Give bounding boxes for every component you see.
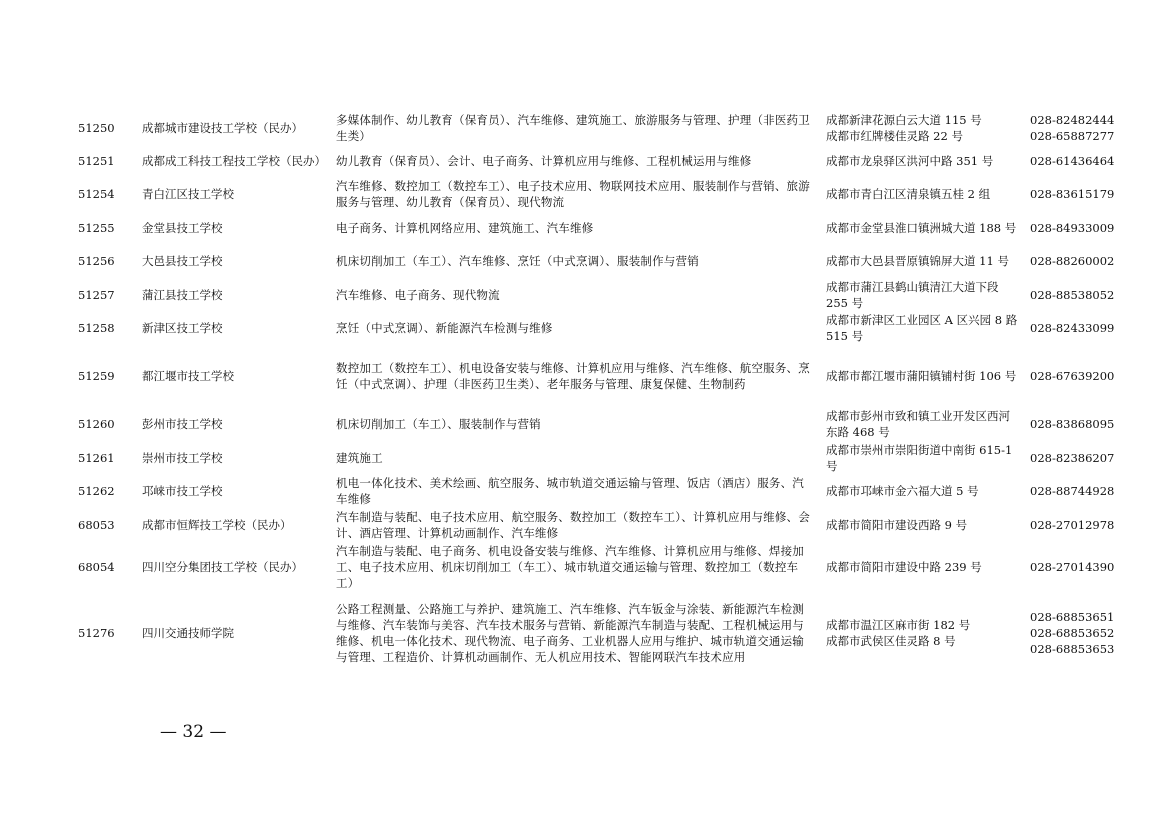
school-name: 彭州市技工学校 bbox=[142, 417, 223, 431]
table-row bbox=[0, 407, 1169, 441]
school-address: 成都市简阳市建设中路 239 号 bbox=[826, 560, 982, 574]
school-programs: 汽车维修、电子商务、现代物流 bbox=[336, 287, 500, 302]
school-code: 51259 bbox=[78, 369, 115, 383]
school-programs: 烹饪（中式烹调）、新能源汽车检测与维修 bbox=[336, 321, 553, 335]
school-phone: 028-84933009 bbox=[1030, 220, 1115, 235]
school-code: 51261 bbox=[78, 450, 115, 465]
school-code: 51254 bbox=[78, 187, 115, 201]
school-programs: 汽车制造与装配、电子商务、机电设备安装与维修、汽车维修、计算机应用与维修、焊接加工、电子技术应用、机床切削加工（车工）、城市轨道交通运输与管理、数控加工（数控车工） bbox=[336, 544, 804, 590]
school-address: 成都市新津区工业园区 A 区兴园 8 路 515 号 bbox=[826, 313, 1018, 343]
school-address: 成都市崇州市崇阳街道中南街 615-1 号 bbox=[826, 442, 1013, 473]
school-name: 四川交通技师学院 bbox=[142, 626, 234, 640]
school-phone: 028-82386207 bbox=[1030, 450, 1115, 465]
school-code: 51250 bbox=[78, 120, 115, 135]
school-phone: 028-88744928 bbox=[1030, 484, 1115, 498]
school-phone: 028-67639200 bbox=[1030, 369, 1115, 383]
school-name: 邛崃市技工学校 bbox=[142, 484, 223, 498]
table-row bbox=[0, 311, 1169, 345]
school-programs: 电子商务、计算机网络应用、建筑施工、汽车维修 bbox=[336, 220, 594, 235]
school-address: 成都市简阳市建设西路 9 号 bbox=[826, 517, 968, 532]
table-row bbox=[0, 593, 1169, 673]
school-phone: 028-27012978 bbox=[1030, 517, 1115, 532]
school-name: 都江堰市技工学校 bbox=[142, 369, 234, 383]
school-code: 68054 bbox=[78, 560, 115, 574]
school-name: 蒲江县技工学校 bbox=[142, 287, 223, 302]
school-programs: 机床切削加工（车工）、汽车维修、烹饪（中式烹调）、服装制作与营销 bbox=[336, 254, 699, 268]
school-address: 成都市龙泉驿区洪河中路 351 号 bbox=[826, 153, 994, 168]
table-row bbox=[0, 177, 1169, 211]
school-address: 成都新津花源白云大道 115 号 成都市红牌楼佳灵路 22 号 bbox=[826, 112, 982, 143]
school-programs: 建筑施工 bbox=[336, 450, 383, 465]
school-programs: 机电一体化技术、美术绘画、航空服务、城市轨道交通运输与管理、饭店（酒店）服务、汽车维修 bbox=[336, 476, 804, 506]
school-phone: 028-88538052 bbox=[1030, 287, 1115, 302]
school-address: 成都市邛崃市金六福大道 5 号 bbox=[826, 484, 979, 498]
table-row bbox=[0, 144, 1169, 177]
table-row bbox=[0, 111, 1169, 144]
table-row bbox=[0, 345, 1169, 407]
table-row bbox=[0, 508, 1169, 541]
school-address: 成都市大邑县晋原镇锦屏大道 11 号 bbox=[826, 254, 1009, 268]
school-address: 成都市彭州市致和镇工业开发区西河东路 468 号 bbox=[826, 409, 1010, 439]
school-code: 68053 bbox=[78, 517, 115, 532]
school-code: 51255 bbox=[78, 220, 115, 235]
school-code: 51257 bbox=[78, 287, 115, 302]
school-address: 成都市青白江区清泉镇五桂 2 组 bbox=[826, 187, 991, 201]
school-programs: 公路工程测量、公路施工与养护、建筑施工、汽车维修、汽车钣金与涂装、新能源汽车检测与维修、汽车装饰与美容、汽车技术服务与营销、新能源汽车制造与装配、工程机械运用与维修、机电一体化技术、现代物流、电子商务、工业机器人应用与维护、城市轨道交通运输与管理、工程造价、计算机动画制作、无人机应用技术、智能网联汽车技术应用 bbox=[336, 602, 804, 664]
school-name: 青白江区技工学校 bbox=[142, 187, 234, 201]
school-address: 成都市蒲江县鹤山镇清江大道下段 255 号 bbox=[826, 279, 999, 310]
school-address: 成都市金堂县淮口镇洲城大道 188 号 bbox=[826, 220, 1017, 235]
school-address: 成都市温江区麻市街 182 号 成都市武侯区佳灵路 8 号 bbox=[826, 618, 971, 648]
school-phone: 028-88260002 bbox=[1030, 254, 1115, 268]
school-phone: 028-83615179 bbox=[1030, 187, 1115, 201]
school-programs: 汽车制造与装配、电子技术应用、航空服务、数控加工（数控车工）、计算机应用与维修、会计、酒店管理、计算机动画制作、汽车维修 bbox=[336, 509, 810, 540]
school-code: 51256 bbox=[78, 254, 115, 268]
school-name: 成都市恒辉技工学校（民办） bbox=[142, 517, 292, 532]
table-row bbox=[0, 278, 1169, 311]
school-programs: 多媒体制作、幼儿教育（保育员）、汽车维修、建筑施工、旅游服务与管理、护理（非医药卫生类） bbox=[336, 112, 810, 143]
school-phone: 028-82433099 bbox=[1030, 321, 1115, 335]
school-code: 51251 bbox=[78, 153, 115, 168]
school-name: 大邑县技工学校 bbox=[142, 254, 223, 268]
school-name: 四川空分集团技工学校（民办） bbox=[142, 560, 303, 574]
school-programs: 幼儿教育（保育员）、会计、电子商务、计算机应用与维修、工程机械运用与维修 bbox=[336, 153, 752, 168]
school-address: 成都市都江堰市蒲阳镇铺村街 106 号 bbox=[826, 369, 1017, 383]
school-name: 新津区技工学校 bbox=[142, 321, 223, 335]
school-code: 51262 bbox=[78, 484, 115, 498]
school-phone: 028-68853651 028-68853652 028-68853653 bbox=[1030, 610, 1115, 656]
school-code: 51276 bbox=[78, 626, 115, 640]
school-phone: 028-82482444 028-65887277 bbox=[1030, 112, 1115, 143]
school-phone: 028-27014390 bbox=[1030, 560, 1115, 574]
school-programs: 汽车维修、数控加工（数控车工）、电子技术应用、物联网技术应用、服装制作与营销、旅游服务与管理、幼儿教育（保育员）、现代物流 bbox=[336, 179, 810, 209]
school-phone: 028-83868095 bbox=[1030, 417, 1115, 431]
table-row bbox=[0, 474, 1169, 508]
school-name: 成都城市建设技工学校（民办） bbox=[142, 120, 303, 135]
school-code: 51260 bbox=[78, 417, 115, 431]
school-programs: 数控加工（数控车工）、机电设备安装与维修、计算机应用与维修、汽车维修、航空服务、烹饪（中式烹调）、护理（非医药卫生类）、老年服务与管理、康复保健、生物制药 bbox=[336, 361, 810, 391]
table-row bbox=[0, 244, 1169, 278]
table-row bbox=[0, 441, 1169, 474]
school-phone: 028-61436464 bbox=[1030, 153, 1115, 168]
school-programs: 机床切削加工（车工）、服装制作与营销 bbox=[336, 417, 541, 431]
school-name: 崇州市技工学校 bbox=[142, 450, 223, 465]
page-number: — 32 — bbox=[160, 722, 227, 742]
school-code: 51258 bbox=[78, 321, 115, 335]
table-row bbox=[0, 211, 1169, 244]
table-row bbox=[0, 541, 1169, 593]
school-name: 金堂县技工学校 bbox=[142, 220, 223, 235]
school-name: 成都成工科技工程技工学校（民办） bbox=[142, 153, 326, 168]
